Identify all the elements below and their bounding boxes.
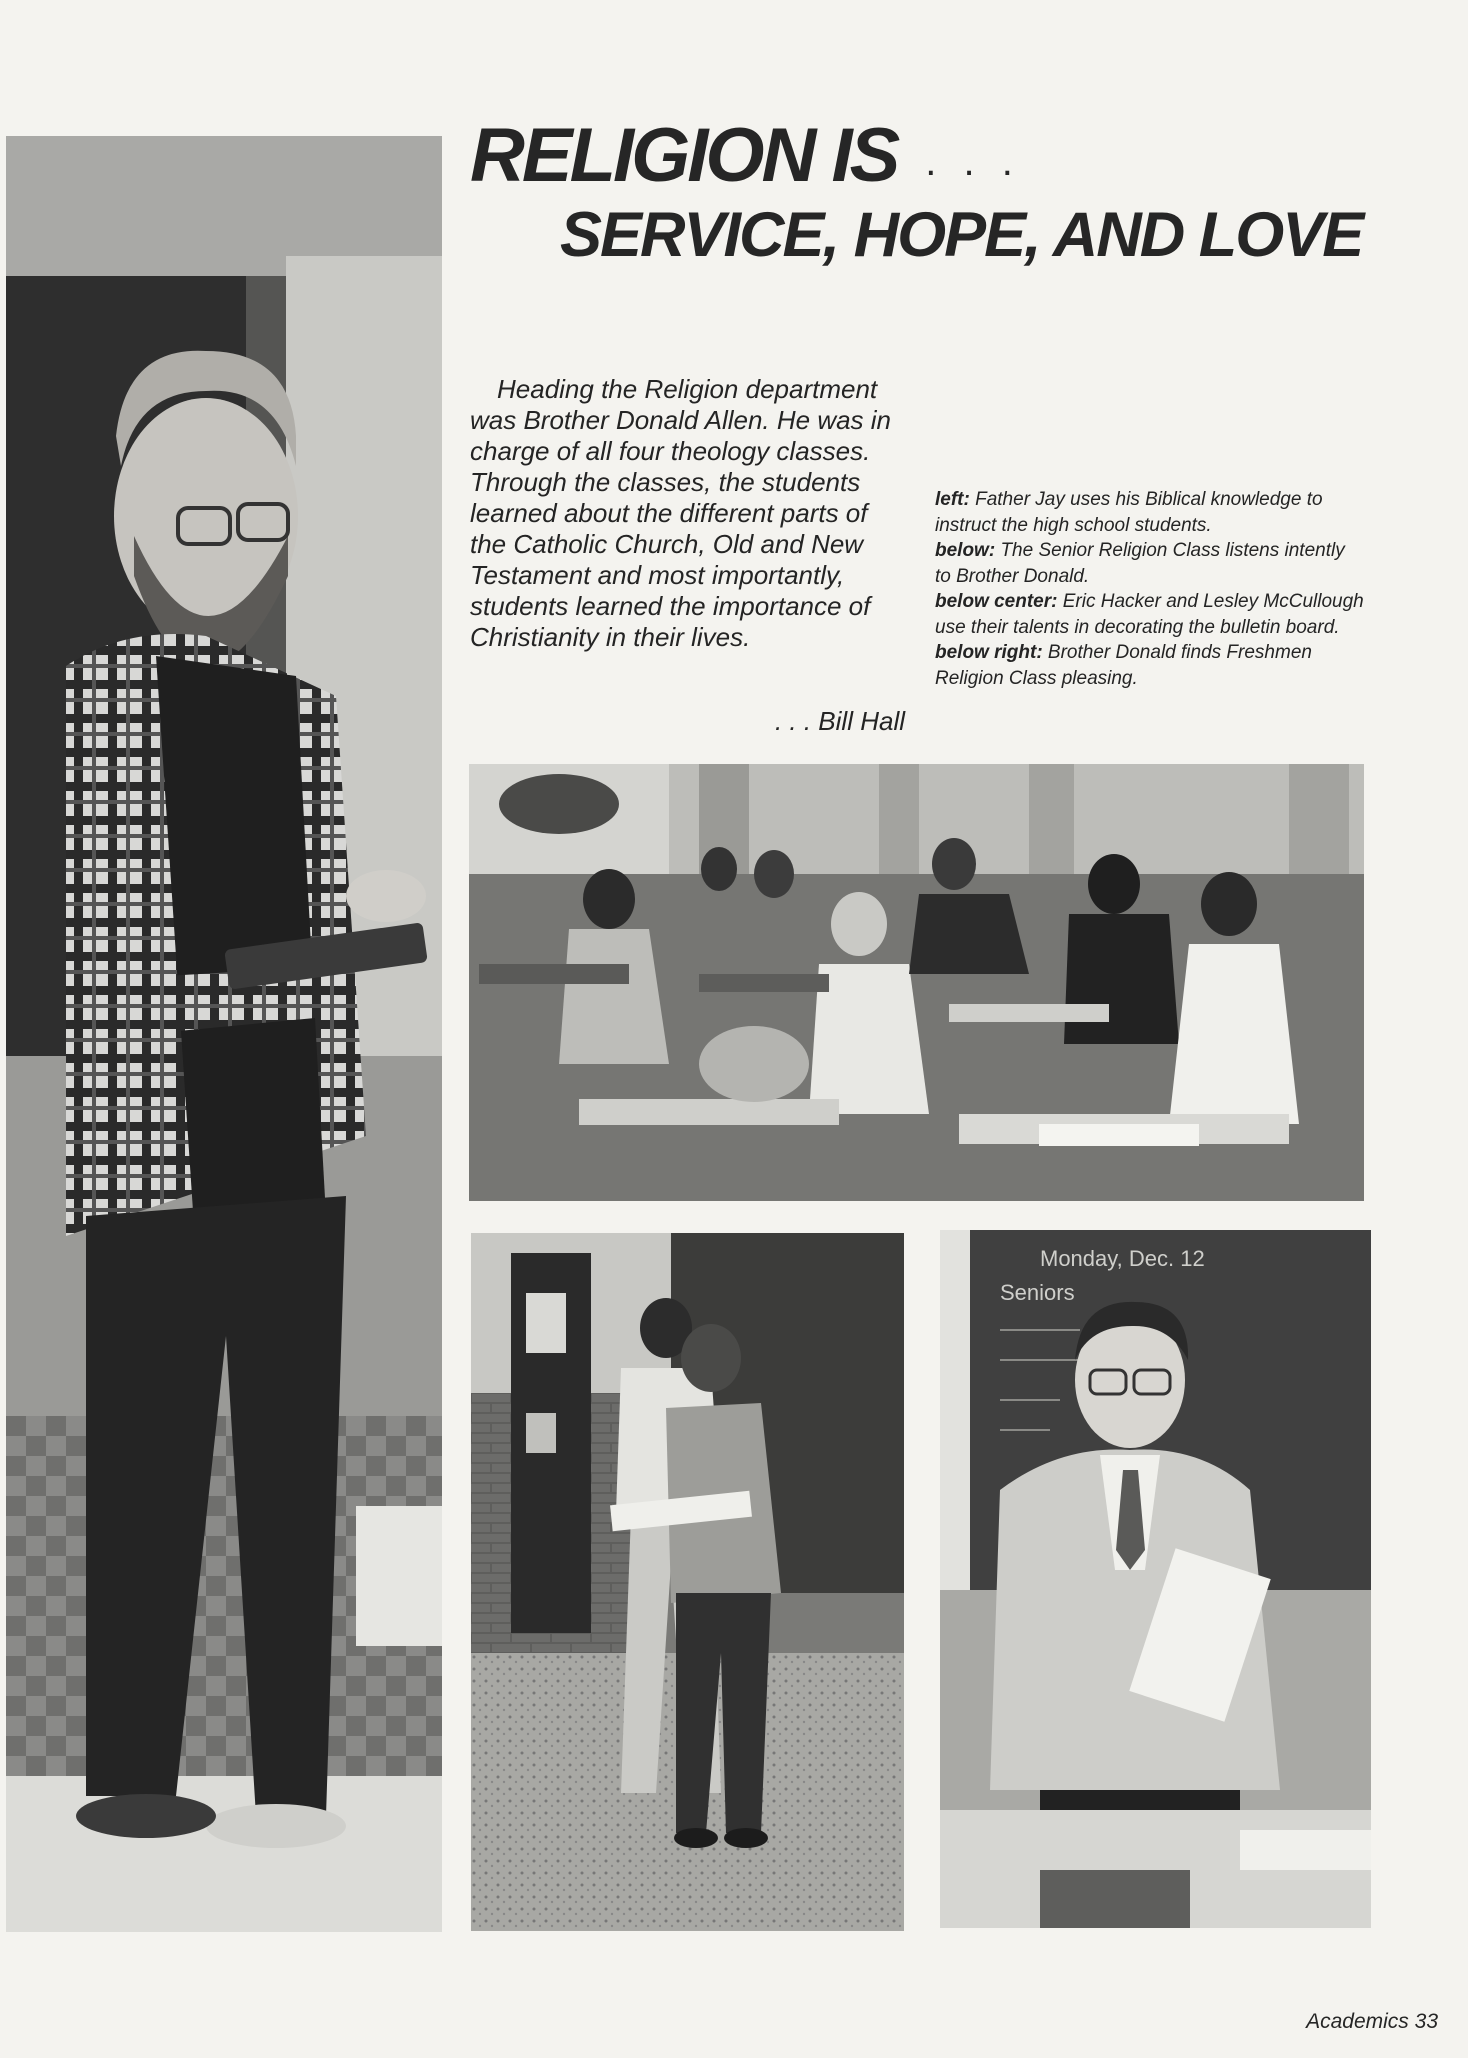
caption-below-center: [935, 589, 1365, 640]
page-number: 33: [1414, 2010, 1438, 2033]
page-title: [470, 113, 1021, 198]
page-subtitle: SERVICE, HOPE, AND LOVE: [560, 200, 1363, 270]
photo-bulletin-board: [471, 1233, 904, 1931]
caption-label: left:: [935, 489, 970, 510]
article-body: Heading the Religion department was Brother Donald Allen. He was in charge of all four theology classes. Through the classes, the students learned about the different parts of the Catholic Church, Old and New Testament and most importantly, students learned the importance of Christianity in their lives.: [470, 374, 892, 652]
page-footer: [1306, 2010, 1438, 2034]
title-main: RELIGION IS: [470, 113, 898, 198]
caption-text: The Senior Religion Class listens intently to Brother Donald.: [935, 540, 1345, 587]
caption-left: [935, 487, 1365, 538]
title-ellipsis: . . .: [925, 140, 1021, 184]
photo-senior-religion-class: [469, 764, 1364, 1201]
caption-text: Father Jay uses his Biblical knowledge to instruct the high school students.: [935, 489, 1323, 536]
footer-section: Academics: [1306, 2010, 1409, 2033]
photo-brother-donald: [940, 1230, 1371, 1928]
caption-below: [935, 538, 1365, 589]
article-byline: . . . Bill Hall: [774, 706, 905, 736]
blackboard-seniors: Seniors: [1000, 1280, 1075, 1305]
photo-captions: [935, 487, 1365, 691]
caption-label: below center:: [935, 591, 1058, 612]
blackboard-date: Monday, Dec. 12: [1040, 1246, 1205, 1271]
caption-label: below right:: [935, 642, 1043, 663]
caption-label: below:: [935, 540, 996, 561]
photo-father-jay: [6, 136, 442, 1932]
caption-text: Eric Hacker and Lesley McCullough use their talents in decorating the bulletin board.: [935, 591, 1364, 638]
caption-text: Brother Donald finds Freshmen Religion Class pleasing.: [935, 642, 1312, 689]
caption-below-right: [935, 640, 1365, 691]
